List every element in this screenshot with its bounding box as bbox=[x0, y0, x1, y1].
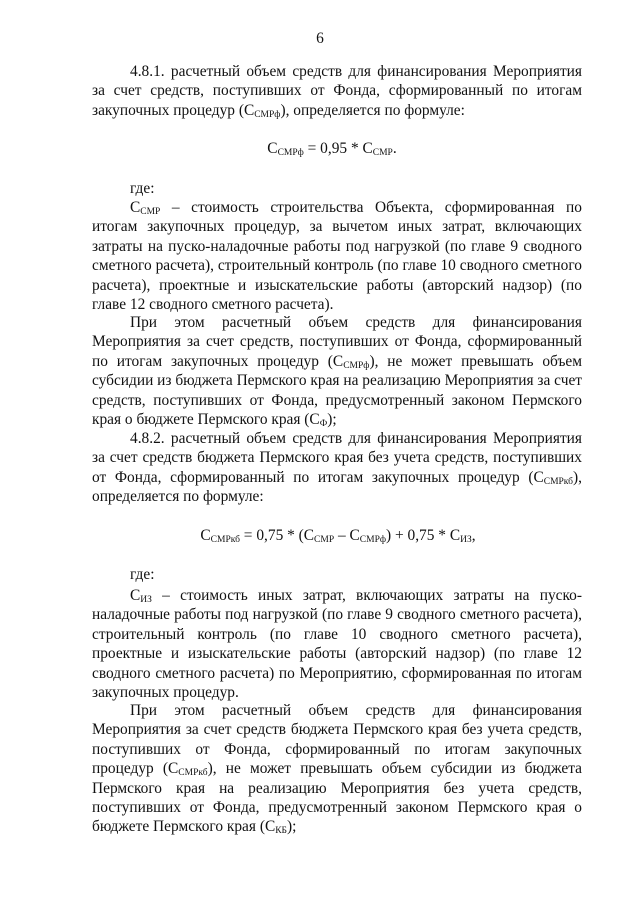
subscript: СМР bbox=[372, 148, 393, 158]
subscript: СМР bbox=[314, 535, 335, 545]
paragraph-text: ); bbox=[327, 411, 337, 429]
definition-csmr bbox=[92, 198, 582, 314]
subscript: СМРф bbox=[343, 360, 370, 371]
paragraph-text: ), не может превышать объем субсидии из бюджета Пермского края на реализацию Мероприятия за счет средств, поступивших от Фонда, предусмотренный законом Пермского края о бюджете Пермского края (С bbox=[92, 352, 582, 429]
formula-smrf bbox=[0, 140, 640, 158]
symbol: С bbox=[130, 199, 141, 216]
paragraph-text: ), определяется по формуле: bbox=[92, 468, 582, 506]
paragraph-text: 4.8.1. расчетный объем средств для финансирования Мероприятия за счет средств, поступивших от Фонда, сформированный по итогам закупочных процедур (С bbox=[92, 63, 582, 119]
where-label: где: bbox=[130, 566, 155, 583]
subscript: ИЗ bbox=[140, 595, 152, 605]
paragraph bbox=[92, 62, 582, 120]
paragraph-text: ); bbox=[287, 818, 297, 836]
paragraph bbox=[92, 701, 582, 837]
symbol: С bbox=[130, 587, 141, 604]
formula-smrkb bbox=[0, 527, 640, 545]
formula-part: = 0,75 * (С bbox=[239, 527, 315, 544]
section-4-8-1-intro bbox=[92, 62, 582, 120]
paragraph bbox=[92, 586, 582, 702]
paragraph-text: – стоимость строительства Объекта, сформированная по итогам закупочных процедур, за вычетом иных затрат, включающих затраты на пуско-наладочные работы под нагрузкой (по главе 9 сводного сметного расчета), строительный контроль (по главе 10 сводного сметного расчета), проектные и изыскательские работы (авторский надзор) (по главе 12 сводного сметного расчета). bbox=[92, 199, 582, 314]
formula-part: – С bbox=[334, 527, 360, 544]
subscript: КБ bbox=[275, 826, 288, 837]
paragraph-text: – стоимость иных затрат, включающих затраты на пуско-наладочные работы под нагрузкой (по главе 9 сводного сметного расчета), строительный контроль (по главе 10 сводного сметного расчета), проектные и изыскательские работы (авторский надзор) (по главе 12 сводного сметного расчета) по Мероприятию, сформированная по итогам закупочных процедур. bbox=[92, 587, 582, 702]
paragraph bbox=[92, 198, 582, 314]
subscript: СМРф bbox=[359, 535, 387, 545]
subscript: СМРкб bbox=[178, 768, 208, 779]
subscript: ИЗ bbox=[460, 535, 472, 545]
subscript: СМРкб bbox=[210, 535, 240, 545]
subscript: СМР bbox=[140, 207, 161, 217]
paragraph bbox=[92, 429, 582, 507]
paragraph bbox=[92, 313, 582, 429]
subscript: СМРф bbox=[254, 109, 281, 120]
page-number: 6 bbox=[316, 30, 324, 47]
definition-ciz bbox=[92, 586, 582, 702]
paragraph-text: 4.8.2. расчетный объем средств для финансирования Мероприятия за счет средств бюджета Пермского края без учета средств, поступивших от Фонда, сформированный по итогам закупочных процедур (С bbox=[92, 430, 582, 486]
section-4-8-2-intro bbox=[92, 429, 582, 507]
limit-paragraph-1 bbox=[92, 313, 582, 429]
subscript: Ф bbox=[319, 419, 328, 430]
formula-part: , bbox=[471, 527, 476, 544]
subscript: СМРф bbox=[277, 148, 304, 158]
paragraph-text: При этом расчетный объем средств для финансирования Мероприятия за счет средств бюджета Пермского края без учета средств, поступивших от Фонда, сформированный по итогам закупочных процедур (С bbox=[92, 702, 582, 778]
formula-part: С bbox=[200, 527, 211, 544]
formula-part: . bbox=[392, 140, 397, 157]
formula-part: = 0,95 * С bbox=[303, 140, 373, 157]
formula-part: ) + 0,75 * С bbox=[386, 527, 461, 544]
limit-paragraph-2 bbox=[92, 701, 582, 837]
paragraph-text: При этом расчетный объем средств для финансирования Мероприятия за счет средств, поступивших от Фонда, сформированный по итогам закупочных процедур (С bbox=[92, 314, 582, 370]
paragraph-text: ), определяется по формуле: bbox=[280, 101, 465, 119]
where-label: где: bbox=[130, 180, 155, 197]
subscript: СМРкб bbox=[543, 476, 574, 487]
formula-part: С bbox=[267, 140, 278, 157]
paragraph-text: ), не может превышать объем субсидии из бюджета Пермского края на реализацию Мероприятия без учета средств, поступивших от Фонда, предусмотренный законом Пермского края о бюджете Пермского края (С bbox=[92, 760, 583, 836]
